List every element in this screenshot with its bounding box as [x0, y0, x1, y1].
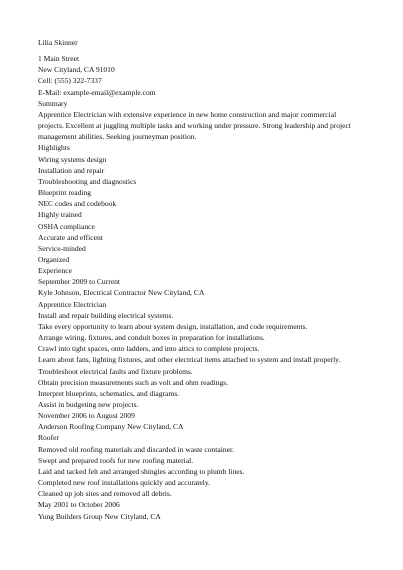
cell-phone: Cell: (555) 322-7337	[38, 76, 102, 86]
list-item: Crawl into tight spaces, onto ladders, and into attics to complete projects.	[38, 344, 260, 354]
job-dates: May 2001 to October 2006	[38, 500, 120, 510]
list-item: Troubleshoot electrical faults and fixture problems.	[38, 366, 193, 376]
job-title: Roofer	[38, 433, 59, 443]
list-item: Obtain precision measurements such as volt and ohm readings.	[38, 377, 229, 387]
street-address: 1 Main Street	[38, 54, 80, 64]
job-entry	[38, 276, 363, 410]
list-item: Service-minded	[38, 243, 86, 253]
job-employer: Yung Builders Group New Cityland, CA	[38, 511, 161, 521]
list-item: Blueprint reading	[38, 188, 92, 198]
list-item: Accurate and efficent	[38, 232, 103, 242]
list-item: Removed old roofing materials and discarded in waste container.	[38, 444, 234, 454]
list-item: Install and repair building electrical systems.	[38, 310, 174, 320]
job-employer: Anderson Roofing Company New Cityland, CA	[38, 422, 184, 432]
job-entry	[38, 410, 363, 499]
highlights-list	[38, 154, 363, 266]
city-state-zip: New Cityland, CA 91010	[38, 65, 115, 75]
list-item: Learn about fans, lighting fixtures, and other electrical items attached to system and install properly.	[38, 355, 341, 365]
list-item: Organized	[38, 254, 70, 264]
list-item: Take every opportunity to learn about system design, installation, and code requirements.	[38, 321, 308, 331]
applicant-name: Lilia Skinner	[38, 38, 78, 47]
job-employer: Kyle Johnson, Electrical Contractor New Cityland, CA	[38, 288, 205, 298]
list-item: Highly trained	[38, 210, 82, 220]
job-dates: November 2006 to August 2009	[38, 411, 135, 421]
list-item: Wiring systems design	[38, 154, 107, 164]
list-item: NEC codes and codebook	[38, 199, 117, 209]
list-item: Swept and prepared roofs for new roofing material.	[38, 455, 194, 465]
list-item: Installation and repair	[38, 165, 105, 175]
list-item: Troubleshooting and diagnostics	[38, 176, 137, 186]
job-entry	[38, 499, 363, 521]
list-item: Cleaned up job sites and removed all debris.	[38, 489, 172, 499]
summary-heading: Summary	[38, 98, 68, 108]
list-item: Completed new roof installations quickly and accurately.	[38, 478, 210, 488]
list-item: Assist in budgeting new projects.	[38, 400, 139, 409]
job-dates: September 2009 to Current	[38, 277, 120, 287]
email-address: E-Mail: example-email@example.com	[38, 87, 156, 97]
job-title: Apprentice Electrician	[38, 299, 107, 309]
highlights-heading: Highlights	[38, 143, 70, 153]
list-item: Interpret blueprints, schematics, and diagrams.	[38, 388, 180, 398]
summary-text: Apprentice Electrician with extensive experience in new home construction and major commercial projects. Excellent at juggling multiple tasks and working under pressure. Strong leadership and project management abilities. Seeking journeyman position.	[38, 109, 351, 142]
experience-heading: Experience	[38, 266, 72, 276]
list-item: OSHA compliance	[38, 221, 95, 231]
list-item: Arrange wiring, fixtures, and conduit boxes in preparation for installations.	[38, 333, 265, 343]
list-item: Laid and tacked felt and arranged shingles according to plumb lines.	[38, 466, 245, 476]
